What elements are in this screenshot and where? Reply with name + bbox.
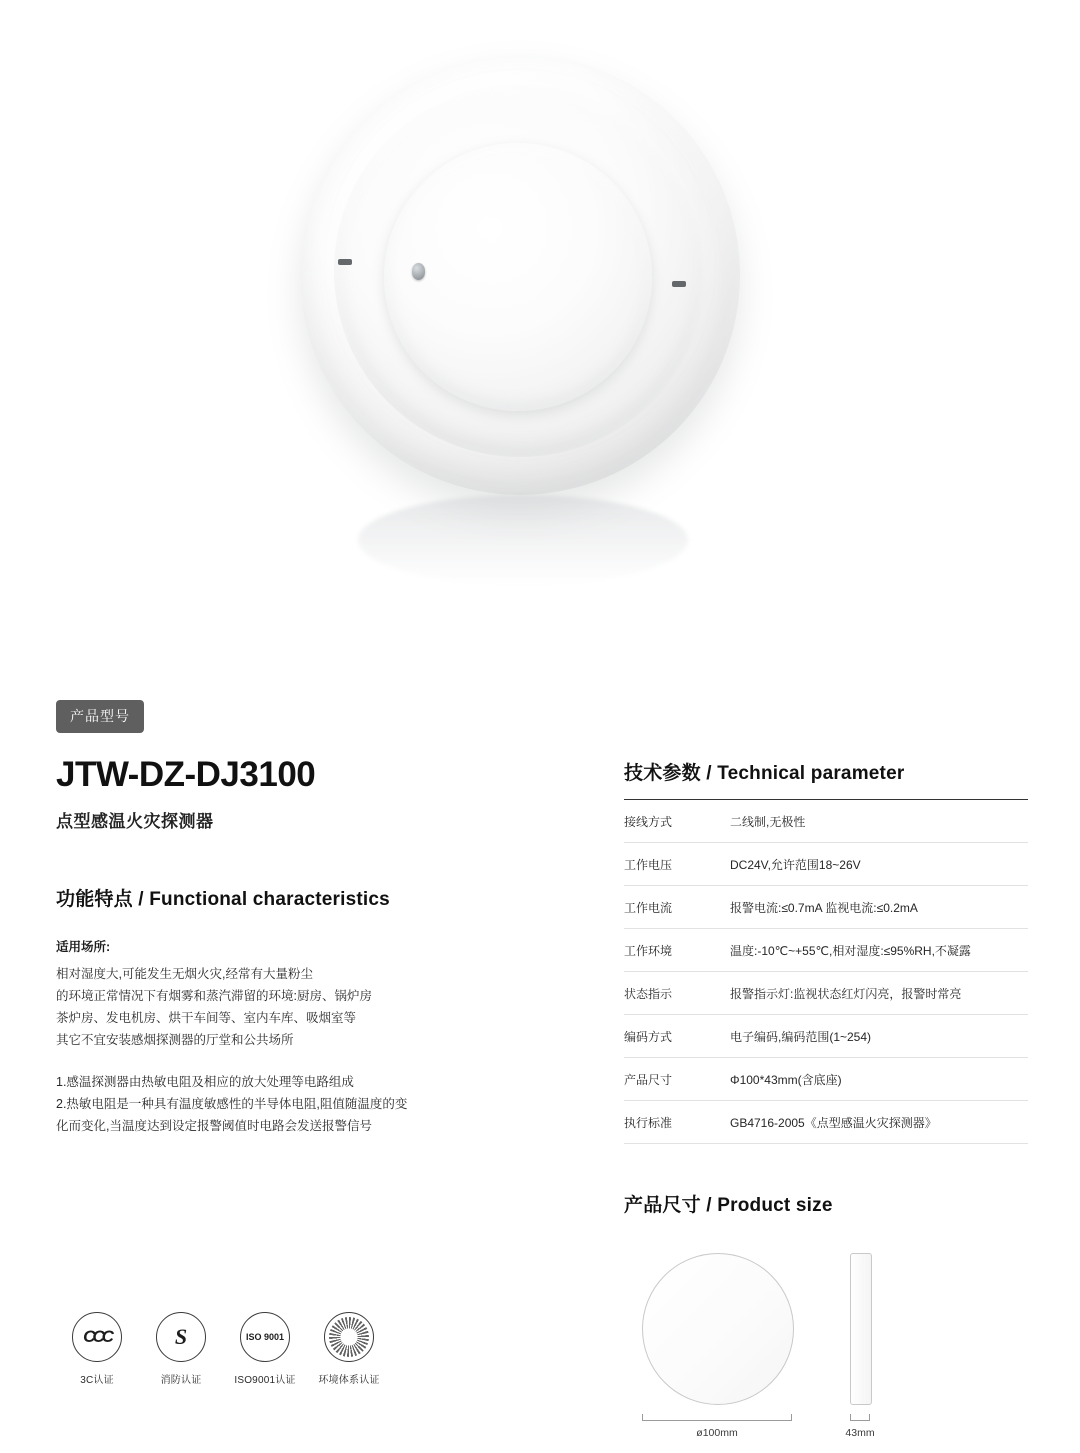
vent-slot-right-icon bbox=[672, 281, 686, 287]
spec-value: 报警指示灯:监视状态红灯闪亮，报警时常亮 bbox=[730, 987, 962, 1001]
diameter-tick-left bbox=[642, 1414, 644, 1421]
certification-caption: ISO9001认证 bbox=[234, 1375, 296, 1386]
thickness-tick-right bbox=[869, 1414, 871, 1421]
spec-key: 状态指示 bbox=[624, 987, 673, 1001]
fire-safety-icon bbox=[156, 1312, 206, 1362]
size-drawing bbox=[624, 1253, 1028, 1453]
product-model-number: JTW-DZ-DJ3100 bbox=[56, 755, 316, 794]
left-column bbox=[56, 700, 576, 1137]
ccc-icon-glyph: CCC bbox=[83, 1327, 111, 1346]
detector-outer-ring bbox=[300, 55, 740, 495]
certification-item bbox=[312, 1312, 386, 1386]
status-led-icon bbox=[412, 263, 425, 280]
side-view-outline bbox=[850, 1253, 872, 1405]
spec-value: 温度:-10℃~+55℃,相对湿度:≤95%RH,不凝露 bbox=[730, 944, 971, 958]
certification-caption: 环境体系认证 bbox=[318, 1375, 380, 1386]
spec-value: 电子编码,编码范围(1~254) bbox=[730, 1030, 872, 1044]
spec-key: 工作环境 bbox=[624, 944, 673, 958]
scene-line: 茶炉房、发电机房、烘干车间等、室内车库、吸烟室等 bbox=[56, 1011, 357, 1025]
diameter-dim-line bbox=[642, 1420, 792, 1422]
features-heading bbox=[56, 884, 576, 911]
applicable-scenes-label: 适用场所: bbox=[56, 940, 111, 954]
certification-caption: 3C认证 bbox=[80, 1375, 114, 1386]
scene-line: 的环境正常情况下有烟雾和蒸汽滞留的环境:厨房、锅炉房 bbox=[56, 989, 372, 1003]
size-heading-en: Product size bbox=[717, 1195, 833, 1216]
spec-value: 二线制,无极性 bbox=[730, 815, 806, 829]
diameter-label: ø100mm bbox=[696, 1427, 738, 1439]
table-row bbox=[624, 843, 1028, 886]
certification-caption: 消防认证 bbox=[160, 1375, 202, 1386]
table-row bbox=[624, 1058, 1028, 1101]
spec-key: 编码方式 bbox=[624, 1030, 673, 1044]
table-row bbox=[624, 1015, 1028, 1058]
detector-center-dome bbox=[384, 143, 652, 411]
right-column bbox=[624, 758, 1028, 1453]
spec-key: 接线方式 bbox=[624, 815, 673, 829]
size-heading-cn: 产品尺寸 / bbox=[624, 1195, 712, 1216]
spec-value: 报警电流:≤0.7mA 监视电流:≤0.2mA bbox=[730, 901, 918, 915]
environment-system-icon bbox=[324, 1312, 374, 1362]
vent-slot-left-icon bbox=[338, 259, 352, 265]
features-heading-en: Functional characteristics bbox=[149, 889, 390, 910]
certification-item bbox=[228, 1312, 302, 1386]
diameter-tick-right bbox=[791, 1414, 793, 1421]
feature-note: 2.热敏电阻是一种具有温度敏感性的半导体电阻,阻值随温度的变 bbox=[56, 1097, 408, 1111]
spec-key: 工作电流 bbox=[624, 901, 673, 915]
product-reflection bbox=[358, 495, 688, 585]
spacer bbox=[56, 1051, 576, 1071]
environment-system-icon-glyph bbox=[329, 1317, 369, 1357]
table-row bbox=[624, 929, 1028, 972]
size-heading bbox=[624, 1190, 1028, 1217]
iso9001-icon bbox=[240, 1312, 290, 1362]
product-size-section bbox=[624, 1190, 1028, 1453]
feature-note: 1.感温探测器由热敏电阻及相应的放大处理等电路组成 bbox=[56, 1075, 354, 1089]
certification-item bbox=[60, 1312, 134, 1386]
model-tag-badge: 产品型号 bbox=[56, 700, 144, 733]
scene-line: 相对湿度大,可能发生无烟火灾,经常有大量粉尘 bbox=[56, 967, 313, 981]
thickness-dim-line bbox=[850, 1420, 870, 1422]
spec-heading bbox=[624, 758, 1028, 785]
feature-note: 化而变化,当温度达到设定报警阈值时电路会发送报警信号 bbox=[56, 1119, 372, 1133]
spec-value: DC24V,允许范围18~26V bbox=[730, 858, 861, 872]
fire-safety-icon-glyph: S bbox=[174, 1324, 188, 1349]
table-row bbox=[624, 800, 1028, 843]
product-hero-image bbox=[0, 0, 1080, 640]
scene-line: 其它不宜安装感烟探测器的厅堂和公共场所 bbox=[56, 1033, 294, 1047]
spec-key: 产品尺寸 bbox=[624, 1073, 673, 1087]
iso9001-icon-glyph: ISO 9001 bbox=[245, 1332, 285, 1342]
thickness-label: 43mm bbox=[845, 1427, 875, 1439]
features-heading-cn: 功能特点 / bbox=[56, 889, 144, 910]
features-section bbox=[56, 884, 576, 1137]
spec-value: Φ100*43mm(含底座) bbox=[730, 1073, 842, 1087]
thickness-tick-left bbox=[850, 1414, 852, 1421]
certification-badges bbox=[60, 1312, 390, 1402]
certification-item bbox=[144, 1312, 218, 1386]
ccc-icon bbox=[72, 1312, 122, 1362]
detector-illustration bbox=[300, 55, 760, 525]
spec-value: GB4716-2005《点型感温火灾探测器》 bbox=[730, 1116, 937, 1130]
table-row bbox=[624, 886, 1028, 929]
product-model-name: 点型感温火灾探测器 bbox=[56, 812, 214, 831]
spec-key: 工作电压 bbox=[624, 858, 673, 872]
technical-parameter-table bbox=[624, 799, 1028, 1144]
spec-heading-cn: 技术参数 / bbox=[624, 763, 712, 784]
table-row bbox=[624, 1101, 1028, 1144]
spec-key: 执行标准 bbox=[624, 1116, 673, 1130]
spec-heading-en: Technical parameter bbox=[717, 763, 905, 784]
top-view-outline bbox=[642, 1253, 794, 1405]
table-row bbox=[624, 972, 1028, 1015]
